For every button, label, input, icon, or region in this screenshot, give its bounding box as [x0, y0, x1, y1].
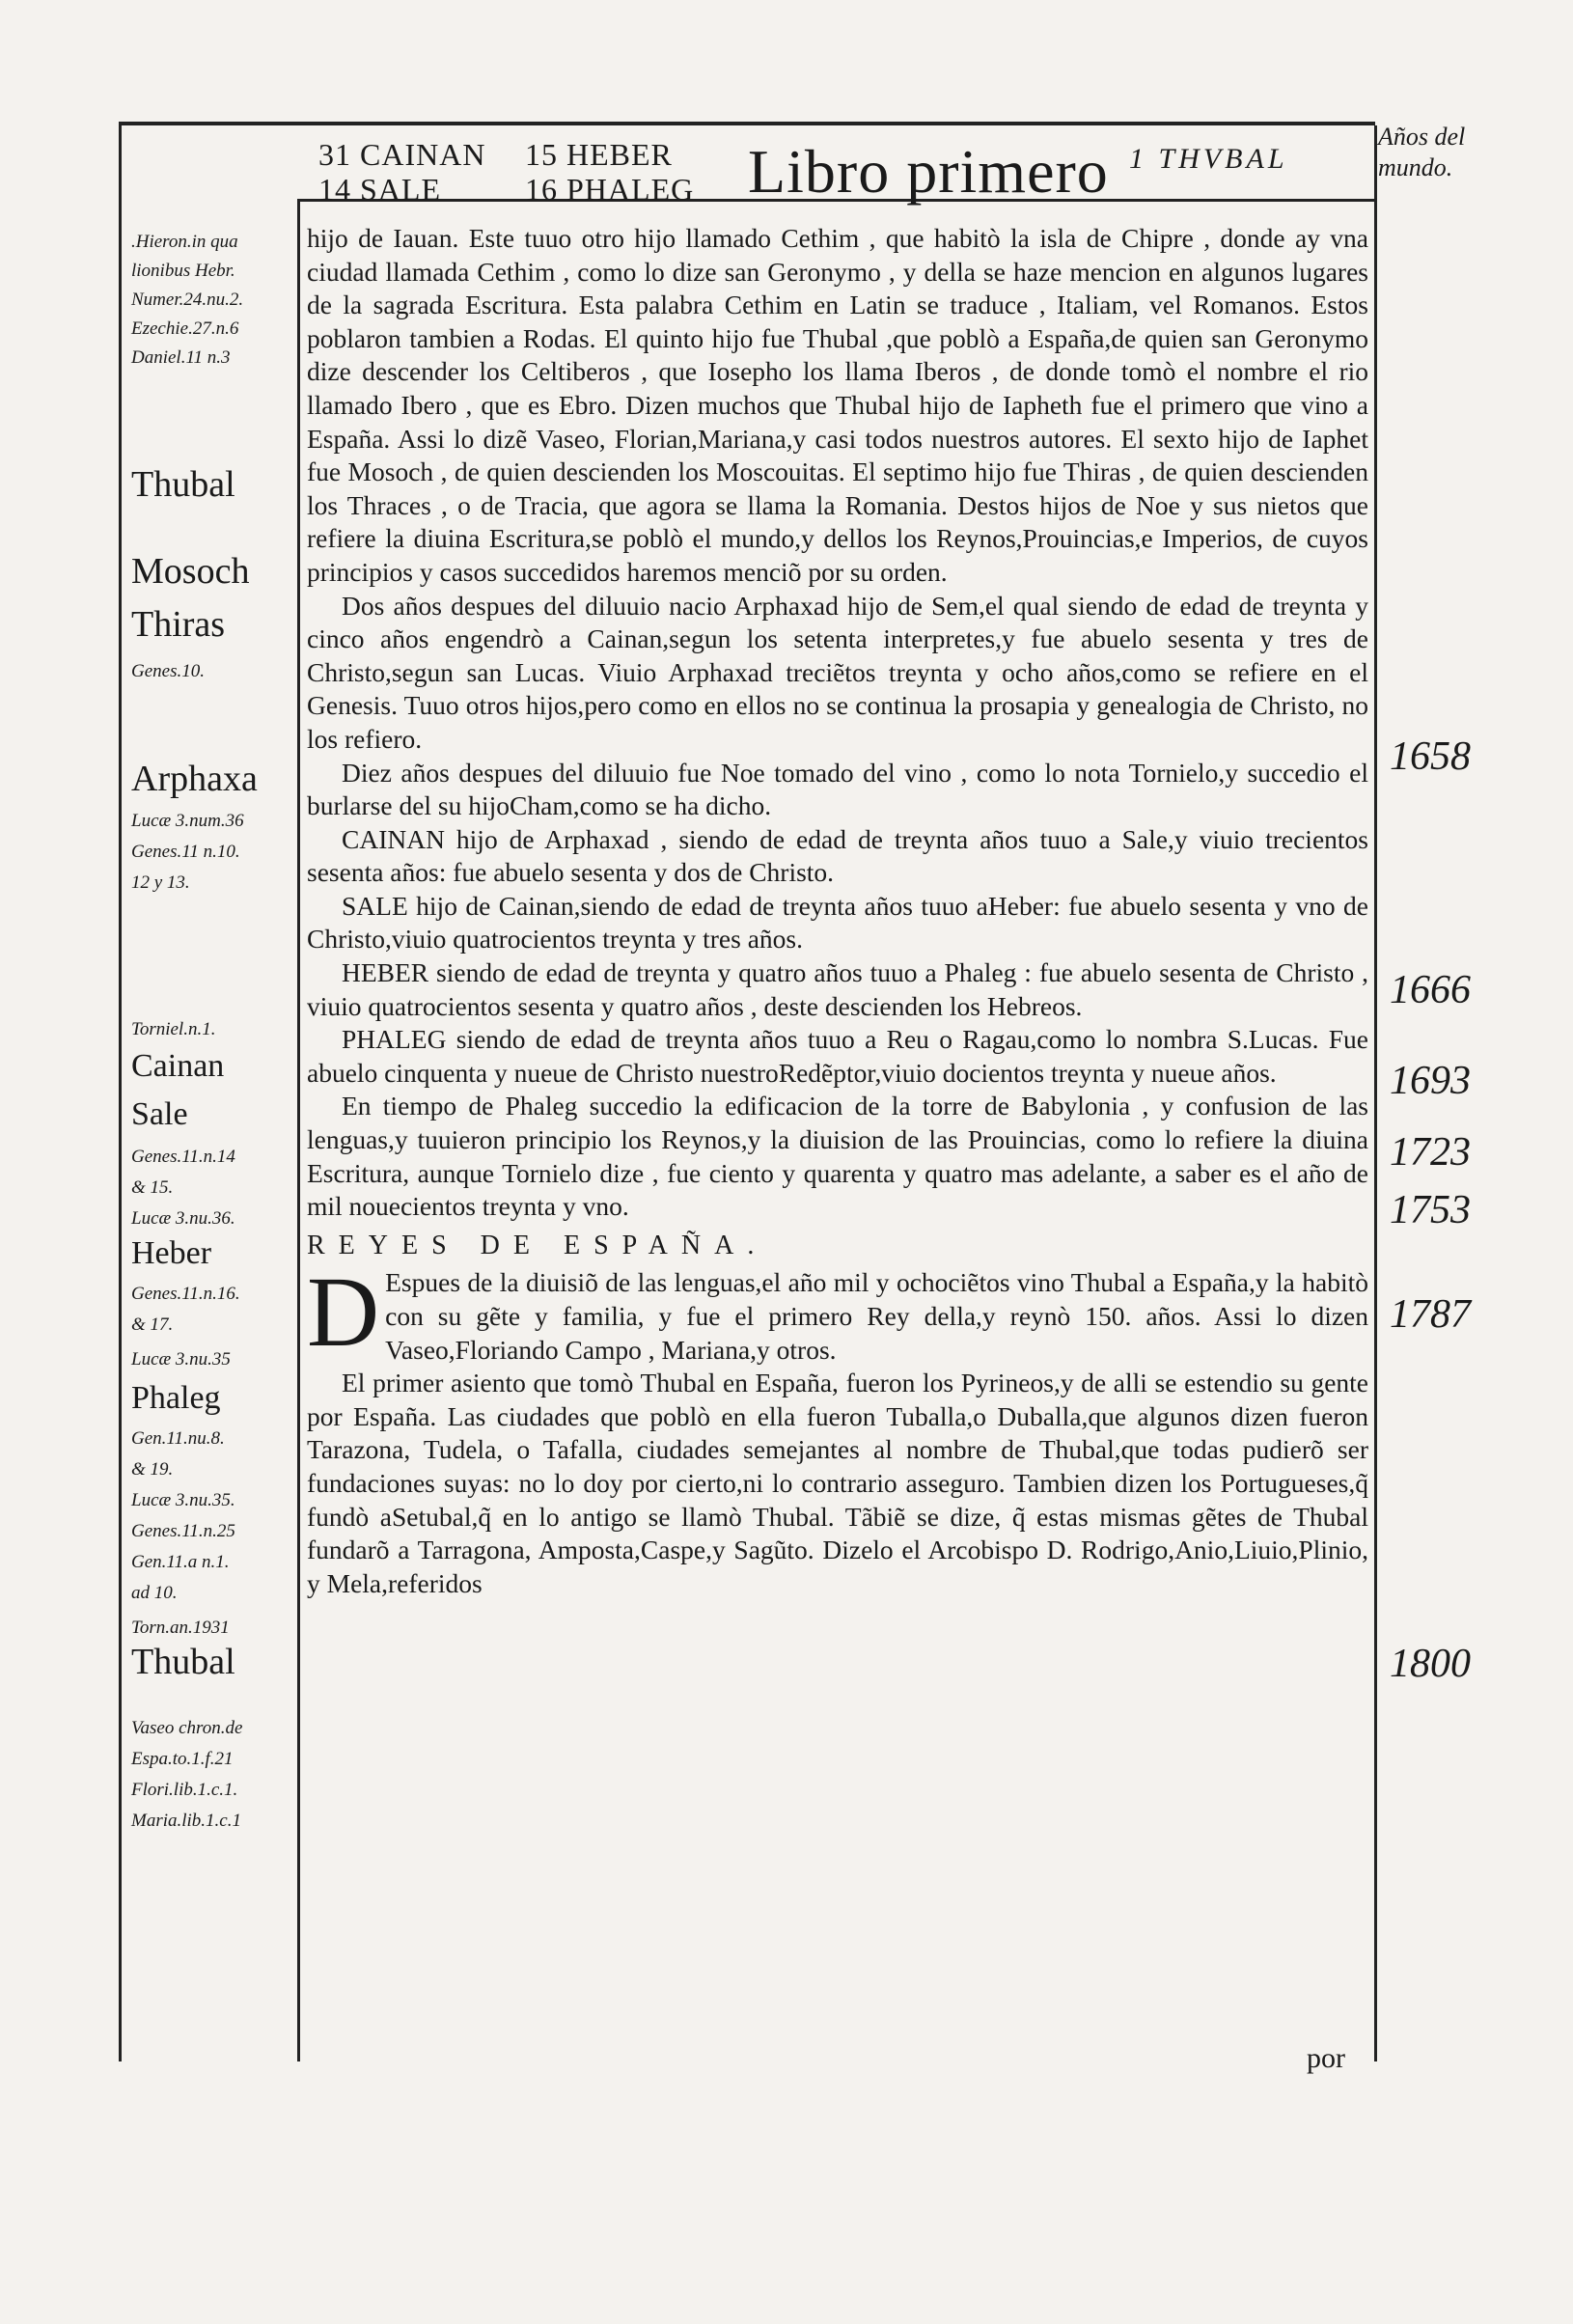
margin-note: Gen.11.nu.8.	[131, 1428, 225, 1449]
years-label-line: mundo.	[1378, 153, 1453, 181]
year-annotation: 1693	[1390, 1059, 1471, 1103]
paragraph: Diez años despues del diluuio fue Noe tomado del vino , como lo nota Tornielo,y succedio el burlarse del su hijoCham,como se ha dicho.	[307, 757, 1368, 821]
margin-note: Lucæ 3.nu.36.	[131, 1208, 235, 1229]
year-annotation: 1658	[1390, 734, 1471, 779]
margin-note: Gen.11.a n.1.	[131, 1552, 230, 1572]
header-genealogy-pair-2	[525, 137, 694, 207]
year-annotation: 1753	[1390, 1188, 1471, 1232]
margin-note: Genes.10.	[131, 661, 205, 681]
years-column-header	[1378, 122, 1571, 183]
margin-note: ad 10.	[131, 1583, 178, 1603]
margin-heading: Thiras	[131, 604, 226, 645]
margin-heading: Thubal	[131, 1642, 235, 1682]
page-header	[318, 133, 1380, 207]
book-title: Libro primero	[748, 137, 1109, 206]
margin-note: Genes.11.n.14	[131, 1147, 235, 1167]
header-entry: 31 CAINAN	[318, 137, 486, 172]
margin-note: Torniel.n.1.	[131, 1019, 216, 1039]
margin-heading: Cainan	[131, 1048, 225, 1084]
section-paragraph	[307, 1257, 1368, 1369]
margin-rule	[297, 199, 300, 2061]
margin-note: Genes.11.n.25	[131, 1521, 235, 1541]
margin-note: Genes.11 n.10.	[131, 842, 240, 862]
header-genealogy-pair-1	[318, 137, 485, 207]
section-heading: REYES DE ESPAÑA.	[307, 1230, 768, 1260]
paragraph: hijo de Iauan. Este tuuo otro hijo llamado Cethim , que habitò la isla de Chipre , donde ay vna ciudad llamada Cethim , como lo dize san Geronymo , y della se haze mencion en algunos lugares de la sagrada Escritura. Esta palabra Cethim en Latin se traduce , Italiam, vel Romanos. Estos poblaron tambien a Rodas. El quinto hijo fue Thubal ,que poblò a España,de quien san Geronymo dize descender los Celtiberos , que Iosepho los llama Iberos , de donde tomò el nombre el rio llamado Ibero , que es Ebro. Dizen muchos que Thubal hijo de Iapheth fue el primero que vino a España. Assi lo dizẽ Vaseo, Florian,Mariana,y casi todos nuestros autores. El sexto hijo de Iaphet fue Mosoch , de quien descienden los Moscouitas. El septimo hijo fue Thiras , de quien descienden los Thraces , o de Tracia, que agora se llama la Romania. Destos hijos de Noe y sus nietos que refiere la diuina Escritura,se poblò el mundo,y dellos los Reynos,Prouincias,e Imperios, de cuyos principios y casos succedidos haremos menciõ por su orden.	[307, 223, 1368, 587]
section-paragraph-text: Espues de la diuisiõ de las lenguas,el año mil y ochociẽtos vino Thubal a España,y la habitò con su gẽte y familia, y fue el primero Rey della,y reynò 150. años. Assi lo dizen Vaseo,Floriando Campo , Mariana,y otros.	[385, 1267, 1368, 1365]
margin-note: 12 y 13.	[131, 872, 190, 893]
margin-note: Flori.lib.1.c.1.	[131, 1780, 238, 1800]
paragraph: PHALEG siendo de edad de treynta años tuuo a Reu o Ragau,como lo nombra S.Lucas. Fue abuelo cinquenta y nueue de Christo nuestroRedẽptor,viuio docientos treynta y nueue años.	[307, 1024, 1368, 1088]
paragraph: HEBER siendo de edad de treynta y quatro años tuuo a Phaleg : fue abuelo sesenta de Christo , viuio quatrocientos sesenta y quatro años , deste descienden los Hebreos.	[307, 957, 1368, 1021]
margin-note: Numer.24.nu.2.	[131, 290, 244, 310]
catchword: por	[1307, 2042, 1345, 2074]
margin-heading: Mosoch	[131, 551, 250, 592]
years-label-line: Años del	[1378, 123, 1466, 151]
year-annotation: 1787	[1390, 1292, 1471, 1337]
margin-note: & 19.	[131, 1459, 174, 1480]
main-text-column	[307, 222, 1368, 1600]
paragraph: En tiempo de Phaleg succedio la edificacion de la torre de Babylonia , y confusion de las lenguas,y tuuieron principio los Reynos,y la diuision de las Prouincias, como lo refiere la diuina Escritura, aunque Tornielo dize , fue ciento y quarenta y quatro mas adelante, a saber es el año de mil nouecientos treynta y vno.	[307, 1091, 1368, 1222]
margin-note: & 17.	[131, 1314, 174, 1335]
margin-note: .Hieron.in qua	[131, 232, 238, 252]
header-entry: 16 PHALEG	[525, 172, 695, 207]
margin-note: lionibus Hebr.	[131, 261, 235, 281]
margin-note: Ezechie.27.n.6	[131, 318, 239, 339]
margin-heading: Arphaxa	[131, 759, 258, 799]
margin-note: Genes.11.n.16.	[131, 1284, 240, 1304]
running-head: 1 THVBAL	[1129, 143, 1288, 175]
margin-note: Lucæ 3.num.36	[131, 811, 244, 831]
paragraph: SALE hijo de Cainan,siendo de edad de treynta años tuuo aHeber: fue abuelo sesenta y vno de Christo,viuio quatrocientos treynta y tres años.	[307, 890, 1368, 954]
margin-heading: Phaleg	[131, 1380, 221, 1416]
margin-note: & 15.	[131, 1177, 174, 1198]
header-entry: 15 HEBER	[525, 137, 673, 172]
year-annotation: 1723	[1390, 1130, 1471, 1175]
margin-note: Lucæ 3.nu.35	[131, 1349, 231, 1370]
year-annotation: 1800	[1390, 1642, 1471, 1686]
margin-note: Torn.an.1931	[131, 1618, 230, 1638]
margin-note: Espa.to.1.f.21	[131, 1749, 234, 1769]
header-entry: 14 SALE	[318, 172, 441, 207]
margin-note: Daniel.11 n.3	[131, 347, 231, 368]
paragraph: Dos años despues del diluuio nacio Arphaxad hijo de Sem,el qual siendo de edad de treynta y cinco años engendrò a Cainan,segun los setenta interpretes,y fue abuelo sesenta y tres de Christo,segun san Lucas. Viuio Arphaxad treciẽtos treynta y ocho años,como se refiere en el Genesis. Tuuo otros hijos,pero como en ellos no se continua la prosapia y genealogia de Christo, no los refiero.	[307, 590, 1368, 754]
drop-cap: D	[307, 1257, 380, 1369]
margin-note: Lucæ 3.nu.35.	[131, 1490, 235, 1510]
paragraph: CAINAN hijo de Arphaxad , siendo de edad de treynta años tuuo a Sale,y viuio trecientos sesenta años: fue abuelo sesenta y dos de Christo.	[307, 823, 1368, 888]
margin-note: Vaseo chron.de	[131, 1718, 243, 1738]
year-annotation: 1666	[1390, 968, 1471, 1012]
margin-heading: Heber	[131, 1235, 212, 1271]
margin-heading: Sale	[131, 1096, 188, 1132]
margin-heading: Thubal	[131, 464, 235, 505]
margin-note: Maria.lib.1.c.1	[131, 1811, 241, 1831]
section-paragraph: El primer asiento que tomò Thubal en España, fueron los Pyrineos,y de alli se estendio su gente por España. Las ciudades que poblò en ella fueron Tuballa,o Duballa,que algunos dizen fueron Tarazona, Tudela, o Tafalla, ciudades semejantes al nombre de Thubal,que todas pudierõ ser fundaciones suyas: no lo doy por cierto,ni lo contrario asseguro. Tambien dizen los Portugueses,q̃ fundò aSetubal,q̃ en lo antigo se llamò Thubal. Tãbiẽ se dize, q̃ estas mismas gẽtes de Thubal fundarõ a Tarragona, Amposta,Caspe,y Sagũto. Dizelo el Arcobispo D. Rodrigo,Anio,Liuio,Plinio, y Mela,referidos	[307, 1368, 1368, 1598]
